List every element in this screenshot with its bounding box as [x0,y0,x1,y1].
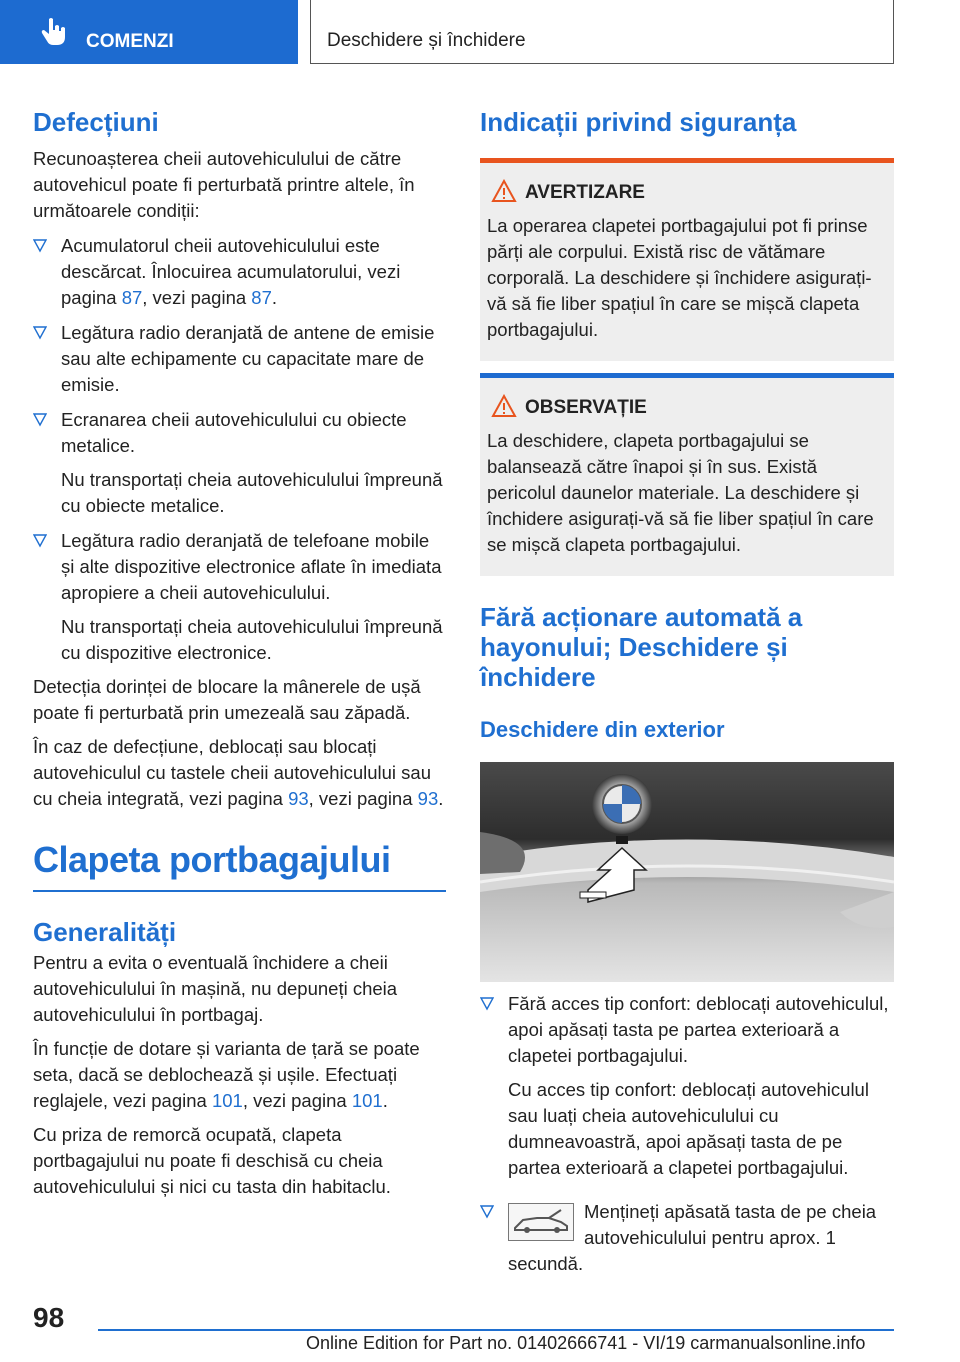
list-item [33,528,446,666]
right-column [480,96,894,1277]
item-text: Legătura radio deranjată de telefoane mobile și alte dispozitive electronice aflate în imediata apropiere a cheii autovehiculului. [61,530,442,603]
footer-watermark: Online Edition for Part no. 01402666741 - VI/19 carmanualsonline.info [306,1333,866,1353]
triangle-bullet-icon [480,997,494,1011]
list-item [480,991,894,1181]
defects-list [33,233,446,666]
exterior-list [480,991,894,1277]
paragraph-text: În funcție de dotare și varianta de țară se poate seta, dacă se deblochează și ușile. Efectuați reglajele, vezi pagina [33,1038,420,1111]
fault-paragraph [33,734,446,812]
warning-title: AVERTIZARE [525,182,645,203]
chapter-title-box [310,0,894,64]
warning-triangle-icon [491,179,517,203]
page-link[interactable]: 87 [251,287,272,308]
chapter-title: Deschidere și închidere [327,30,526,51]
heading-rule [33,890,446,892]
auto-heading: Fără acționare automată a hayonului; Deschidere și închidere [480,602,803,692]
left-column [33,96,446,1200]
triangle-bullet-icon [480,1205,494,1219]
defects-heading: Defecțiuni [33,107,159,137]
triangle-bullet-icon [33,239,47,253]
paragraph-text: În caz de defecțiune, deblocați sau blocați autovehiculul cu tastele cheii autovehiculului sau cu cheia integrată, vezi pagina [33,736,432,809]
notice-title: OBSERVAȚIE [525,397,647,418]
item-text: , vezi pagina [142,287,252,308]
paragraph-text: . [382,1090,388,1111]
triangle-bullet-icon [33,534,47,548]
page-link[interactable]: 101 [351,1090,383,1111]
item-text: Ecranarea cheii autovehiculului cu obiecte metalice. [61,409,407,456]
paragraph-text: , vezi pagina [242,1090,352,1111]
page-link[interactable]: 101 [211,1090,243,1111]
paragraph-text: . [438,788,444,809]
item-text: Fără acces tip confort: deblocați autovehiculul, apoi apăsați tasta pe partea exterioară a clapetei portbagajului. [508,993,889,1066]
warning-text: La operarea clapetei portbagajului pot fi prinse părți ale corpului. Există risc de vătămare corporală. La deschidere și închidere asigurați-vă să fie liber spațiul în care se mișcă clapeta portbagajului. [487,215,872,340]
item-subtext: Cu acces tip confort: deblocați autovehiculul sau luați cheia autovehiculului cu dumneavoastră, apoi apăsați tasta de pe partea exterioară a clapetei portbagajului. [508,1079,869,1178]
notice-text: La deschidere, clapeta portbagajului se balansează către înapoi și în sus. Există pericolul daunelor materiale. La deschidere și închidere asigurați-vă să fie liber spațiul în care se mișcă clapeta portbagajului. [487,430,874,555]
list-item [480,1199,894,1277]
notice-triangle-icon [491,394,517,418]
page-link[interactable]: 93 [417,788,439,809]
page-link[interactable]: 87 [121,287,143,308]
item-subtext: Nu transportați cheia autovehiculului împreună cu dispozitive electronice. [61,616,443,663]
car-tailgate-icon [509,1204,573,1240]
notice-box [480,378,894,576]
triangle-bullet-icon [33,326,47,340]
general-paragraph-1: Pentru a evita o eventuală închidere a cheii autovehiculului în mașină, nu depuneți cheia autovehiculului în portbagaj. [33,952,398,1025]
hand-pointer-icon [40,16,68,48]
warning-box [480,163,894,361]
general-paragraph-3: Cu priza de remorcă ocupată, clapeta portbagajului nu poate fi deschisă cu cheia autovehiculului și nici cu tasta din habitaclu. [33,1124,391,1197]
doorhandle-paragraph: Detecția dorinței de blocare la mânerele de ușă poate fi perturbată prin umezeală sau zăpadă. [33,676,421,723]
page-number: 98 [33,1302,65,1333]
item-text: Acumulatorul cheii autovehiculului este descărcat. Înlocuirea acumulatorului, vezi pagina [61,235,401,308]
item-text: Mențineți apăsată tasta de pe cheia autovehiculului pentru aprox. 1 secundă. [508,1201,877,1274]
defects-intro: Recunoașterea cheii autovehiculului de către autovehicul poate fi perturbată printre altele, în următoarele condiții: [33,148,415,221]
key-tailgate-button [508,1203,574,1241]
list-item [33,407,446,519]
general-heading: Generalități [33,917,177,947]
item-subtext: Nu transportați cheia autovehiculului împreună cu obiecte metalice. [61,469,443,516]
list-item [33,320,446,398]
exterior-heading: Deschidere din exterior [480,717,725,742]
tailgate-photo [480,762,894,982]
triangle-bullet-icon [33,413,47,427]
section-tab-label: COMENZI [86,31,174,52]
tailgate-button-illustration [480,762,894,982]
tailgate-heading: Clapeta portbagajului [33,839,391,880]
item-text: Legătura radio deranjată de antene de emisie sau alte echipamente cu capacitate mare de emisie. [61,322,435,395]
general-paragraph-2 [33,1036,446,1114]
list-item [33,233,446,311]
paragraph-text: , vezi pagina [308,788,418,809]
safety-heading: Indicații privind siguranța [480,107,797,137]
page-link[interactable]: 93 [288,788,309,809]
item-text: . [271,287,278,308]
section-tab[interactable] [0,0,298,64]
